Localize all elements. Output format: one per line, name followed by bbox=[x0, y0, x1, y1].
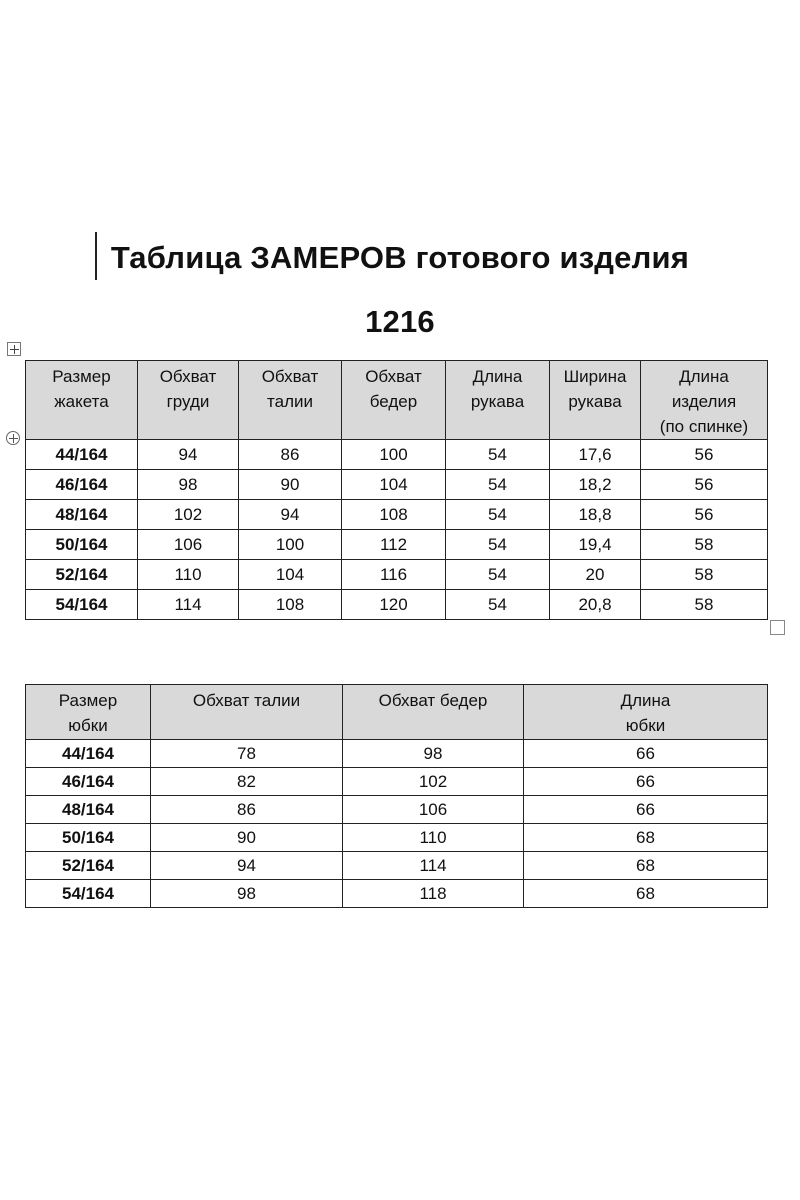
header-text: Размер bbox=[58, 691, 118, 710]
table-cell: 120 bbox=[342, 590, 446, 620]
header-text: рукава bbox=[470, 392, 525, 411]
header-cell-skirt-length bbox=[524, 685, 768, 740]
table-cell: 104 bbox=[239, 560, 342, 590]
header-text: юбки bbox=[68, 716, 108, 735]
table-row bbox=[26, 880, 768, 908]
header-text: Обхват талии bbox=[192, 691, 301, 710]
table-cell: 20 bbox=[550, 560, 641, 590]
table-cell: 68 bbox=[524, 852, 768, 880]
table-cell: 58 bbox=[641, 590, 768, 620]
table-cell: 106 bbox=[343, 796, 524, 824]
table-cell: 54 bbox=[446, 500, 550, 530]
header-text: Обхват bbox=[159, 367, 217, 386]
table-cell: 54 bbox=[446, 590, 550, 620]
table-cell: 54 bbox=[446, 470, 550, 500]
header-cell-hips bbox=[342, 361, 446, 440]
table-cell: 116 bbox=[342, 560, 446, 590]
header-cell-waist bbox=[239, 361, 342, 440]
table-cell: 114 bbox=[343, 852, 524, 880]
header-cell-item-length bbox=[641, 361, 768, 440]
table-cell: 94 bbox=[151, 852, 343, 880]
header-cell-size bbox=[26, 361, 138, 440]
table-cell: 86 bbox=[239, 440, 342, 470]
header-text: Размер bbox=[52, 367, 111, 386]
table-cell: 110 bbox=[343, 824, 524, 852]
header-text: Ширина bbox=[563, 367, 627, 386]
table-cell: 112 bbox=[342, 530, 446, 560]
table-cell: 58 bbox=[641, 560, 768, 590]
table-cell: 66 bbox=[524, 740, 768, 768]
table-cell: 110 bbox=[138, 560, 239, 590]
header-cell-hips bbox=[343, 685, 524, 740]
table-header-row bbox=[26, 361, 768, 440]
header-cell-waist bbox=[151, 685, 343, 740]
table-row bbox=[26, 560, 768, 590]
table-cell: 18,8 bbox=[550, 500, 641, 530]
table-row bbox=[26, 824, 768, 852]
table-cell: 20,8 bbox=[550, 590, 641, 620]
table-row bbox=[26, 740, 768, 768]
header-text: бедер bbox=[369, 392, 418, 411]
table-header-row bbox=[26, 685, 768, 740]
header-text: Обхват bbox=[365, 367, 422, 386]
table-cell: 94 bbox=[138, 440, 239, 470]
table-row bbox=[26, 440, 768, 470]
model-number: 1216 bbox=[365, 304, 435, 339]
table-cell: 66 bbox=[524, 768, 768, 796]
table-cell: 114 bbox=[138, 590, 239, 620]
header-text: юбки bbox=[625, 716, 666, 735]
skirt-measurements-table bbox=[25, 684, 768, 908]
header-cell-sleeve-length bbox=[446, 361, 550, 440]
table-cell: 108 bbox=[239, 590, 342, 620]
jacket-measurements-table bbox=[25, 360, 768, 620]
table-cell: 104 bbox=[342, 470, 446, 500]
table-row bbox=[26, 852, 768, 880]
size-cell: 54/164 bbox=[26, 880, 151, 908]
size-cell: 46/164 bbox=[26, 470, 138, 500]
table-cell: 68 bbox=[524, 824, 768, 852]
table-row bbox=[26, 470, 768, 500]
table-cell: 106 bbox=[138, 530, 239, 560]
table-row bbox=[26, 590, 768, 620]
header-cell-chest bbox=[138, 361, 239, 440]
size-cell: 48/164 bbox=[26, 500, 138, 530]
size-cell: 44/164 bbox=[26, 440, 138, 470]
table-row bbox=[26, 796, 768, 824]
table-cell: 102 bbox=[343, 768, 524, 796]
header-text: Длина bbox=[472, 367, 523, 386]
table-cell: 56 bbox=[641, 500, 768, 530]
table-cell: 82 bbox=[151, 768, 343, 796]
move-arrows-icon[interactable] bbox=[7, 342, 21, 356]
table-cell: 90 bbox=[151, 824, 343, 852]
table-cell: 58 bbox=[641, 530, 768, 560]
table-cell: 54 bbox=[446, 440, 550, 470]
header-text: (по спинке) bbox=[659, 417, 749, 436]
table-row bbox=[26, 500, 768, 530]
table-cell: 78 bbox=[151, 740, 343, 768]
table-cell: 54 bbox=[446, 560, 550, 590]
table-cell: 19,4 bbox=[550, 530, 641, 560]
table-cell: 54 bbox=[446, 530, 550, 560]
table-cell: 98 bbox=[343, 740, 524, 768]
header-text: Обхват бедер bbox=[378, 691, 488, 710]
size-cell: 48/164 bbox=[26, 796, 151, 824]
size-cell: 46/164 bbox=[26, 768, 151, 796]
table-cell: 66 bbox=[524, 796, 768, 824]
page-title: Таблица ЗАМЕРОВ готового изделия bbox=[110, 240, 690, 275]
header-text: рукава bbox=[568, 392, 622, 411]
size-cell: 50/164 bbox=[26, 824, 151, 852]
table-cell: 90 bbox=[239, 470, 342, 500]
table-cell: 94 bbox=[239, 500, 342, 530]
table-cell: 18,2 bbox=[550, 470, 641, 500]
table-cell: 68 bbox=[524, 880, 768, 908]
header-text: Обхват bbox=[261, 367, 319, 386]
table-cell: 118 bbox=[343, 880, 524, 908]
resize-square-icon[interactable] bbox=[770, 620, 785, 635]
size-cell: 50/164 bbox=[26, 530, 138, 560]
table-cell: 86 bbox=[151, 796, 343, 824]
plus-circle-icon[interactable] bbox=[6, 431, 20, 445]
header-text: груди bbox=[166, 392, 210, 411]
header-text: Длина bbox=[679, 367, 729, 386]
table-cell: 98 bbox=[151, 880, 343, 908]
table-cell: 56 bbox=[641, 440, 768, 470]
header-text: жакета bbox=[54, 392, 109, 411]
size-cell: 52/164 bbox=[26, 560, 138, 590]
table-cell: 56 bbox=[641, 470, 768, 500]
header-text: Длина bbox=[620, 691, 671, 710]
size-cell: 44/164 bbox=[26, 740, 151, 768]
header-cell-sleeve-width bbox=[550, 361, 641, 440]
size-cell: 52/164 bbox=[26, 852, 151, 880]
table-cell: 98 bbox=[138, 470, 239, 500]
table-cell: 100 bbox=[239, 530, 342, 560]
table-row bbox=[26, 530, 768, 560]
table-cell: 108 bbox=[342, 500, 446, 530]
size-cell: 54/164 bbox=[26, 590, 138, 620]
table-cell: 102 bbox=[138, 500, 239, 530]
table-row bbox=[26, 768, 768, 796]
table-cell: 17,6 bbox=[550, 440, 641, 470]
table-cell: 100 bbox=[342, 440, 446, 470]
header-cell-size bbox=[26, 685, 151, 740]
header-text: изделия bbox=[671, 392, 737, 411]
header-text: талии bbox=[267, 392, 313, 411]
